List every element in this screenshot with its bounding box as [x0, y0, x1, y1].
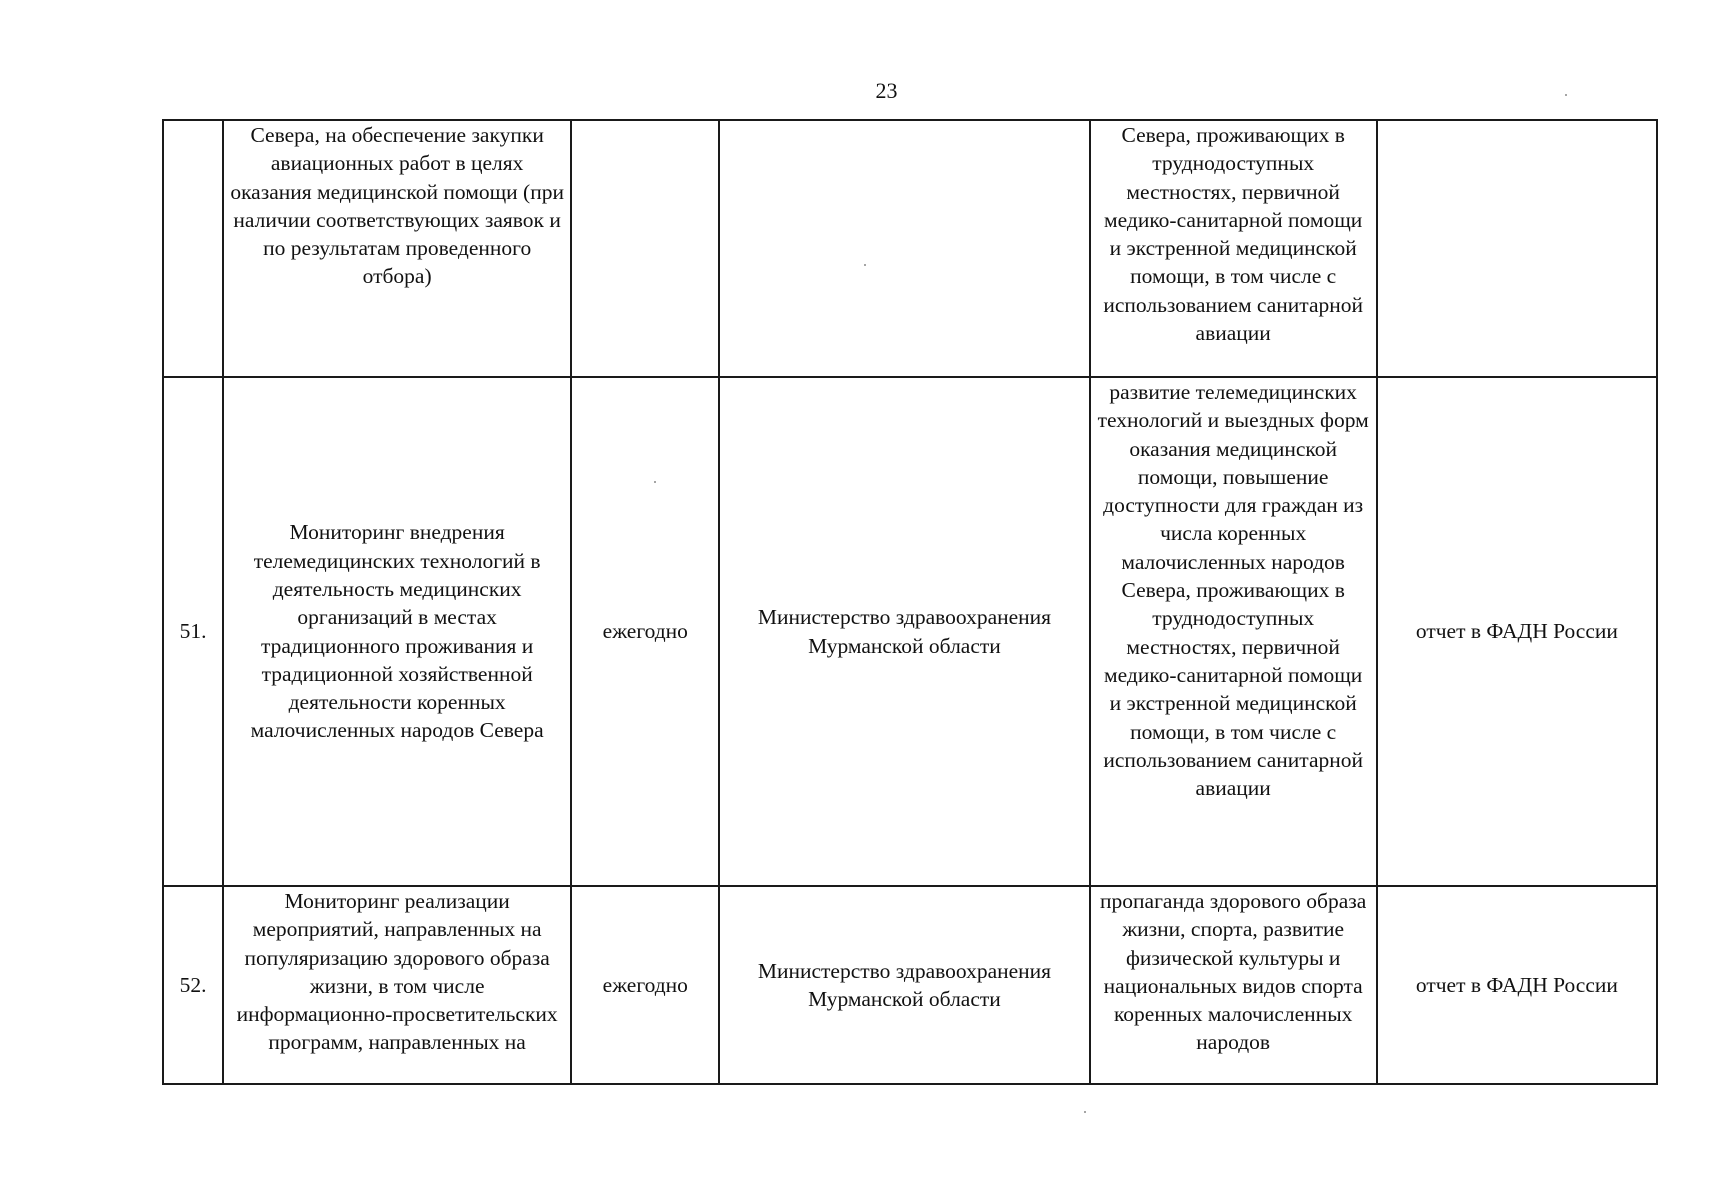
event-cell	[223, 886, 571, 1084]
term-cell	[571, 120, 719, 377]
row-number-cell	[163, 886, 223, 1084]
row-number-cell	[163, 120, 223, 377]
result-text: пропаганда здорового образа жизни, спорта, развитие физической культуры и национальных видов спорта коренных малочисленных народов	[1100, 889, 1367, 1055]
table-row	[163, 886, 1657, 1084]
control-cell	[1377, 377, 1657, 886]
measures-table	[162, 119, 1658, 1085]
row-number: 51.	[179, 619, 207, 644]
term-text: ежегодно	[602, 972, 688, 997]
scan-speck	[864, 264, 866, 266]
page-number: 23	[875, 78, 898, 103]
table-row	[163, 120, 1657, 377]
result-cell	[1090, 120, 1377, 377]
term-cell	[571, 886, 719, 1084]
responsible-text: Министерство здравоохранения Мурманской области	[757, 605, 1052, 658]
responsible-cell	[719, 886, 1089, 1084]
scan-speck	[1084, 1111, 1086, 1113]
result-cell	[1090, 886, 1377, 1084]
scan-speck	[654, 481, 656, 483]
event-cell	[223, 120, 571, 377]
control-text: отчет в ФАДН России	[1415, 619, 1618, 644]
control-cell	[1377, 120, 1657, 377]
event-text: Мониторинг внедрения телемедицинских технологий в деятельность медицинских организаций в местах традиционного проживания и традиционной хозяйственной деятельности коренных малочисленных народов Севера	[250, 520, 544, 743]
result-text: Севера, проживающих в труднодоступных местностях, первичной медико-санитарной помощи и экстренной медицинской помощи, в том числе с использованием санитарной авиации	[1103, 123, 1364, 346]
responsible-text: Министерство здравоохранения Мурманской области	[757, 958, 1052, 1011]
table-row	[163, 377, 1657, 886]
event-text: Севера, на обеспечение закупки авиационных работ в целях оказания медицинской помощи (при наличии соответствующих заявок и по результатам проведенного отбора)	[230, 123, 564, 289]
row-number: 52.	[179, 972, 207, 997]
control-text: отчет в ФАДН России	[1415, 972, 1618, 997]
responsible-cell	[719, 377, 1089, 886]
term-cell	[571, 377, 719, 886]
row-number-cell	[163, 377, 223, 886]
scan-speck	[1565, 94, 1567, 96]
responsible-cell	[719, 120, 1089, 377]
control-cell	[1377, 886, 1657, 1084]
result-text: развитие телемедицинских технологий и выездных форм оказания медицинской помощи, повышение доступности для граждан из числа коренных малочисленных народов Севера, проживающих в труднодоступных местностях, первичной медико-санитарной помощи и экстренной медицинской помощи, в том числе с использованием санитарной авиации	[1097, 380, 1369, 801]
event-text: Мониторинг реализации мероприятий, направленных на популяризацию здорового образа жизни, в том числе информационно-просветительских программ, направленных на	[236, 889, 558, 1055]
result-cell	[1090, 377, 1377, 886]
event-cell	[223, 377, 571, 886]
term-text: ежегодно	[602, 619, 688, 644]
